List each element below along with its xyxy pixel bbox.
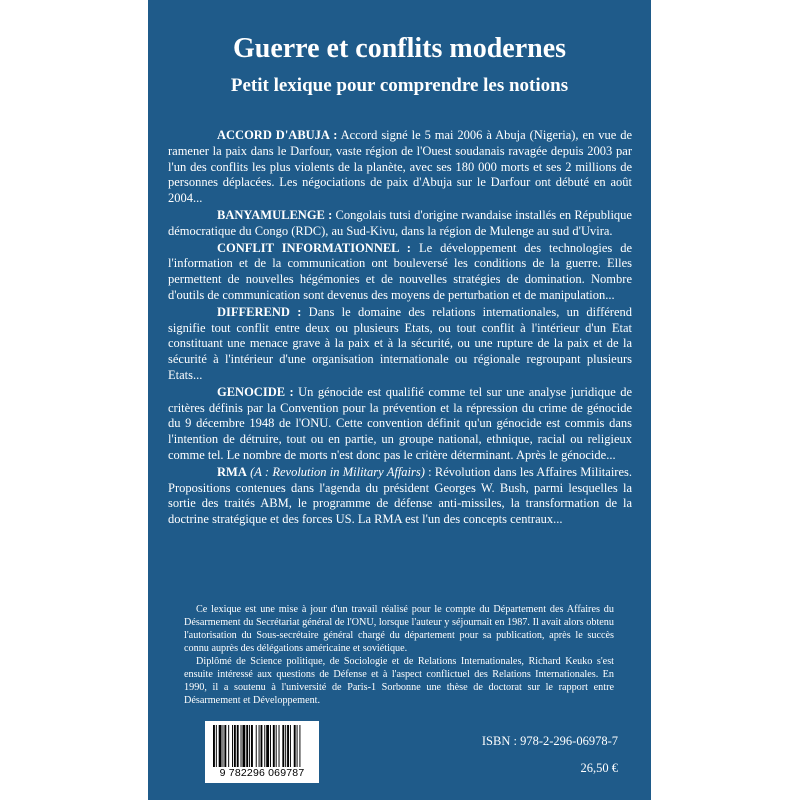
- lexicon-entry: [168, 305, 632, 384]
- barcode-bar: [213, 725, 215, 767]
- barcode-digits: 9 782296 069787: [219, 767, 305, 779]
- back-cover: [148, 0, 651, 800]
- barcode-bar: [276, 725, 277, 767]
- barcode-bar: [297, 725, 298, 767]
- entry-term: RMA: [217, 464, 247, 479]
- price: 26,50 €: [580, 761, 618, 775]
- barcode-bar: [234, 725, 236, 767]
- barcode-bar: [219, 725, 222, 767]
- entry-text: Congolais tutsi d'origine rwandaise installés en République démocratique du Congo (RDC), au Sud-Kivu, dans la région de Mulenge au sud d'Uvira.: [168, 207, 632, 238]
- barcode-bar: [228, 725, 229, 767]
- book-subtitle: Petit lexique pour comprendre les notions: [230, 75, 569, 96]
- entry-text: Accord signé le 5 mai 2006 à Abuja (Nigeria), en vue de ramener la paix dans le Darfour, vaste région de l'Ouest soudanais ravagée depuis 2003 par l'un des conflits les plus violents de la planète, avec ses 180 000 morts et ses 2 millions de personnes déplacées. Les négociations de paix d'Abuja sur le Darfour ont débuté en août 2004...: [168, 128, 632, 206]
- barcode-bar: [241, 725, 242, 767]
- barcode-bar: [256, 725, 257, 767]
- barcode-bar: [216, 725, 217, 767]
- lexicon-entry: [168, 241, 632, 304]
- entry-italic: (A : Revolution in Military Affairs): [250, 464, 425, 479]
- entry-text: Le développement des technologies de l'information et de la communication ont bouleversé les conditions de la guerre. Elles permettent de nouvelles hégémonies et de nouvelles stratégies de domination. Nombre d'outils de communication sont devenus des moyens de perturbation et de manipulation...: [168, 240, 632, 302]
- lexicon-entry: [168, 465, 632, 528]
- barcode-bar: [232, 725, 233, 767]
- barcode-bar: [246, 725, 248, 767]
- barcode-bar: [259, 725, 260, 767]
- lexicon-entry: [168, 128, 632, 207]
- barcode-bar: [273, 725, 275, 767]
- barcode-bar: [261, 725, 263, 767]
- barcode-bar: [223, 725, 224, 767]
- entry-term: DIFFEREND :: [217, 304, 302, 319]
- lexicon-entry: [168, 208, 632, 240]
- barcode-bar: [224, 725, 226, 767]
- barcode: [205, 721, 319, 783]
- barcode-bar: [264, 725, 265, 767]
- entry-term: CONFLIT INFORMATIONNEL :: [217, 240, 411, 255]
- entry-text: Dans le domaine des relations internationales, un différend signifie tout conflit entre deux ou plusieurs Etats, ou tout conflit à l'intérieur d'un Etat constituant une menace grave à la paix et à la sécurité, ou une rupture de la paix et de la sécurité à l'intérieur d'une organisation internationale ou régionale regroupant plusieurs Etats...: [168, 304, 632, 382]
- barcode-bar: [294, 725, 296, 767]
- entry-term: GENOCIDE :: [217, 384, 294, 399]
- entry-text: Un génocide est qualifié comme tel sur une analyse juridique de critères définis par la Convention pour la prévention et la répression du crime de génocide du 9 décembre 1948 de l'ONU. Cette convention définit qu'un génocide est commis dans l'intention de détruire, tout ou en partie, un groupe national, ethnique, racial ou religieux comme tel. Le nombre de morts n'est donc pas le critère déterminant. Après le génocide...: [168, 384, 632, 462]
- barcode-bar: [251, 725, 253, 767]
- barcode-bar: [285, 725, 286, 767]
- entry-term: ACCORD D'ABUJA :: [217, 128, 338, 142]
- barcode-bar: [282, 725, 284, 767]
- barcode-bar: [237, 725, 239, 767]
- lexicon-entry: [168, 385, 632, 464]
- lexicon-entries: [168, 128, 632, 529]
- barcode-bar: [266, 725, 269, 767]
- barcode-bar: [270, 725, 271, 767]
- note-paragraph: Ce lexique est une mise à jour d'un travail réalisé pour le compte du Département des Affaires du Désarmement du Secrétariat général de l'ONU, lorsque l'auteur y séjournait en 1987. Il avait alors obtenu l'autorisation du Sous-secrétaire général chargé du département pour sa publication, après le succès connu auprès des délégations américaine et soviétique.: [184, 604, 614, 654]
- author-notes: [184, 603, 614, 707]
- book-title: Guerre et conflits modernes: [232, 33, 567, 64]
- entry-text: : Révolution dans les Affaires Militaires. Propositions contenues dans l'agenda du président Georges W. Bush, parmi lesquelles la sortie des traités ABM, le programme de défense anti-missiles, la transformation de la doctrine stratégique et des forces US. La RMA est l'un des concepts centraux...: [168, 464, 632, 527]
- entry-term: BANYAMULENGE :: [217, 207, 333, 222]
- isbn: ISBN : 978-2-296-06978-7: [481, 734, 618, 748]
- barcode-bar: [279, 725, 280, 767]
- barcode-bar: [287, 725, 289, 767]
- barcode-bars: [213, 725, 311, 767]
- note-paragraph: Diplômé de Science politique, de Sociologie et de Relations Internationales, Richard Keuko s'est ensuite intéressé aux questions de Défense et à l'aspect conflictuel des Relations Internationales. En 1990, il a soutenu à l'université de Paris-1 Sorbonne une thèse de doctorat sur le rapport entre Désarmement et Développement.: [184, 656, 614, 706]
- barcode-bar: [249, 725, 250, 767]
- barcode-bar: [299, 725, 300, 767]
- barcode-bar: [242, 725, 245, 767]
- barcode-bar: [290, 725, 291, 767]
